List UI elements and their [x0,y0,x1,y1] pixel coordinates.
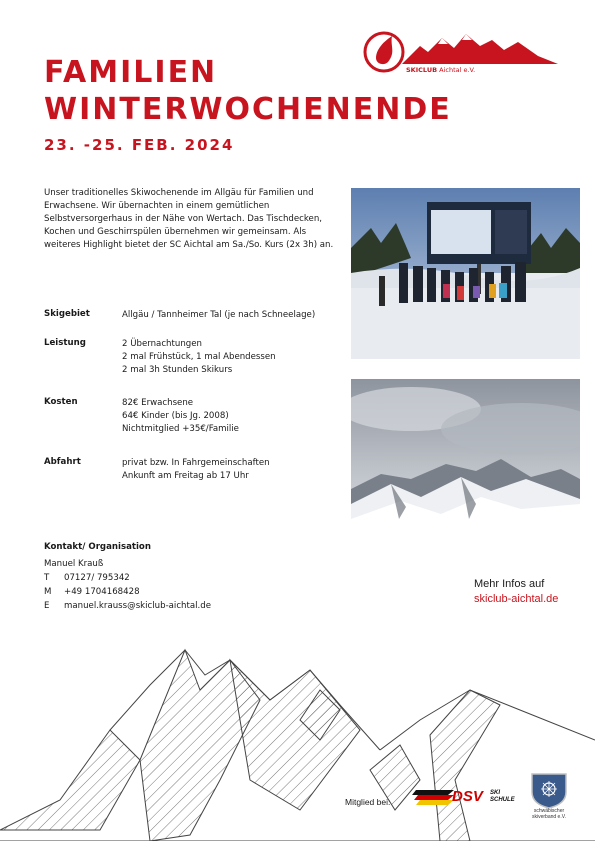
dsv-text: DSV [452,788,483,805]
shield-icon [524,770,574,810]
contact-phone-key: T [44,573,50,583]
dsv-skischule-logo [412,786,520,808]
detail-label-skigebiet: Skigebiet [44,309,90,319]
detail-value-kosten-3: Nichtmitglied +35€/Familie [122,424,239,434]
group-photo [351,188,580,359]
detail-value-leistung-2: 2 mal Frühstück, 1 mal Abendessen [122,352,276,362]
page-title-line2: WINTERWOCHENENDE [44,92,452,127]
detail-value-kosten-2: 64€ Kinder (bis Jg. 2008) [122,411,229,421]
detail-value-leistung-3: 2 mal 3h Stunden Skikurs [122,365,233,375]
logo-suffix: Aichtal e.V. [439,66,476,74]
detail-label-leistung: Leistung [44,338,86,348]
contact-email[interactable]: manuel.krauss@skiclub-aichtal.de [64,601,211,611]
member-label: Mitglied bei: [345,797,391,807]
contact-phone[interactable]: 07127/ 795342 [64,573,130,583]
contact-email-key: E [44,601,50,611]
contact-mobile-key: M [44,587,52,597]
mountain-panorama-photo [351,379,580,550]
detail-value-skigebiet: Allgäu / Tannheimer Tal (je nach Schneelage) [122,310,316,320]
skiclub-logo [362,28,562,78]
mountain-line-art [0,630,595,841]
detail-label-abfahrt: Abfahrt [44,457,81,467]
ssv-logo [524,770,574,826]
detail-value-kosten-1: 82€ Erwachsene [122,398,194,408]
intro-paragraph: Unser traditionelles Skiwochenende im Allgäu für Familien und Erwachsene. Wir übernachten in einem gemütlichen Selbstversorgerhaus in der Nähe von Wertach. Das Tischdecken, Kochen und Geschirrspülen übernehmen wir gemeinsam. Als weiteres Highlight bietet der SC Aichtal am Sa./So. Kurs (2x 3h) an. [44,188,334,250]
detail-value-abfahrt-2: Ankunft am Freitag ab 17 Uhr [122,471,249,481]
detail-value-abfahrt-1: privat bzw. In Fahrgemeinschaften [122,458,270,468]
contact-mobile[interactable]: +49 1704168428 [64,587,140,597]
contact-name: Manuel Krauß [44,559,104,569]
contact-heading: Kontakt/ Organisation [44,542,151,552]
logo-brand: SKICLUB [406,66,438,74]
ssv-name: schwäbischer skiverband e.V. [531,808,566,820]
detail-value-leistung-1: 2 Übernachtungen [122,339,202,349]
more-info-label: Mehr Infos auf [474,578,545,590]
event-date: 23. -25. FEB. 2024 [44,136,235,154]
website-link[interactable]: skiclub-aichtal.de [474,593,559,605]
detail-label-kosten: Kosten [44,397,78,407]
page-title-line1: FAMILIEN [44,55,218,90]
dsv-sub: SKI SCHULE [490,790,515,803]
